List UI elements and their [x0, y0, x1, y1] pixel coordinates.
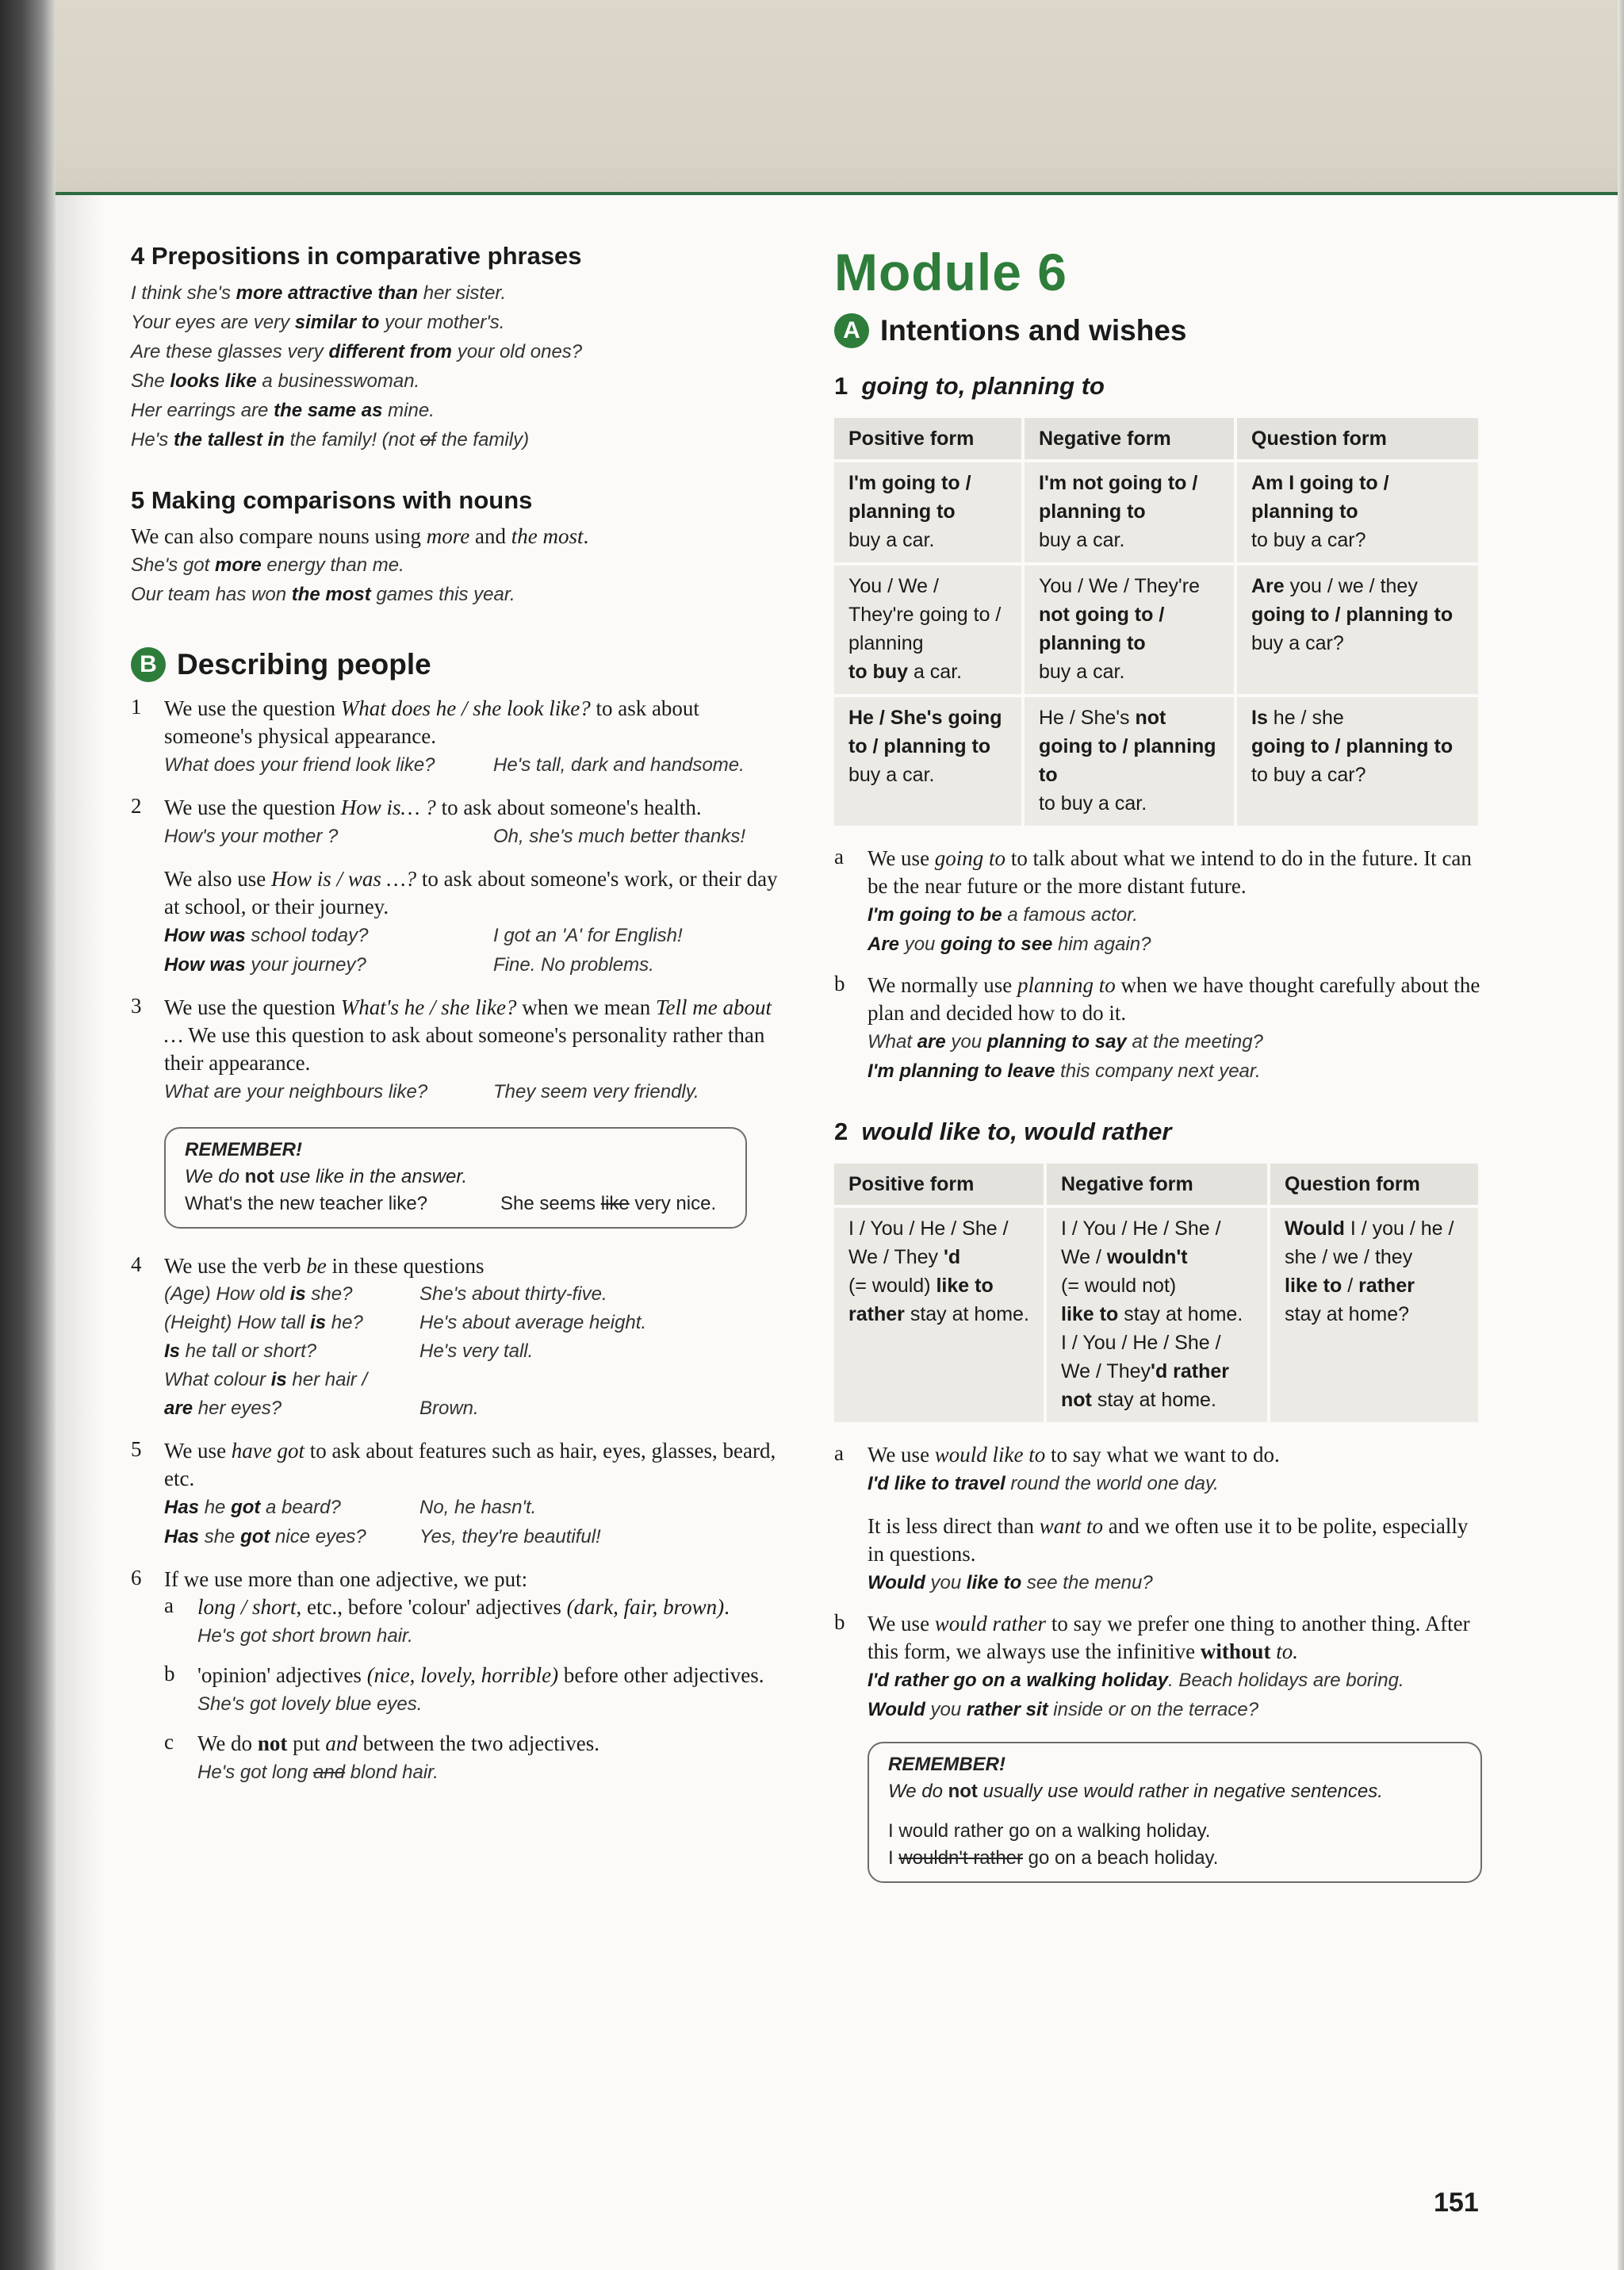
example-line: Our team has won the most games this year.: [131, 584, 515, 605]
example-line: Are these glasses very different from your old ones?: [131, 341, 583, 362]
list-item: b We use would rather to say we prefer one thing to another thing. After this form, we always use the infinitive without to. I'd rather go on a walking holiday. Beach holidays are boring. Would you rather sit inside or on the terrace?: [834, 1610, 1470, 1720]
section-a-badge: A: [834, 313, 869, 348]
remember-example: What's the new teacher like? She seems like very nice.: [185, 1193, 717, 1214]
sub-item: a long / short, etc., before 'colour' adjectives (dark, fair, brown). He's got short brown hair.: [164, 1593, 730, 1647]
table-cell: I / You / He / She / We / wouldn't (= would not) like to stay at home. I / You / He / She / We / They'd rather not stay at home.: [1047, 1208, 1267, 1422]
sub-item: b 'opinion' adjectives (nice, lovely, horrible) before other adjectives. She's got lovely blue eyes.: [164, 1662, 764, 1715]
module-title: Module 6: [834, 243, 1068, 301]
table-cell: I'm going to / planning to buy a car.: [834, 462, 1021, 562]
example-line: Your eyes are very similar to your mother's.: [131, 312, 505, 333]
table-cell: I / You / He / She / We / They 'd (= would) like to rather stay at home.: [834, 1208, 1044, 1422]
subsection-2: [834, 1118, 1484, 1883]
column-header: Positive form: [834, 1164, 1044, 1205]
section-5-examples: [131, 550, 789, 609]
column-header: Negative form: [1025, 418, 1234, 459]
column-header: Question form: [1237, 418, 1478, 459]
list-item: a We use going to to talk about what we intend to do in the future. It can be the near future or the more distant future. I'm going to be a famous actor. Are you going to see him again?: [834, 845, 1472, 955]
column-header: Positive form: [834, 418, 1021, 459]
book-spine: [0, 0, 56, 2270]
example-line: He's the tallest in the family! (not of the family): [131, 429, 530, 451]
right-column: [834, 242, 1484, 1883]
section-4: [131, 242, 789, 454]
column-header: Negative form: [1047, 1164, 1267, 1205]
section-5-title: 5 Making comparisons with nouns: [131, 486, 533, 514]
list-item: b We normally use planning to when we have thought carefully about the plan and decided how to do it. What are you planning to say at the meeting? I'm planning to leave this company next year.: [834, 972, 1480, 1082]
example-line: I think she's more attractive than her sister.: [131, 282, 507, 304]
table-cell: I'm not going to / planning to buy a car.: [1025, 462, 1234, 562]
section-b-title: Describing people: [177, 648, 431, 681]
example-line: She's got more energy than me.: [131, 554, 404, 576]
left-column: [131, 242, 789, 1801]
table-row: [834, 1208, 1478, 1422]
going-to-table: [831, 415, 1481, 829]
remember-title: REMEMBER!: [185, 1139, 302, 1160]
table-cell: He / She's going to / planning to buy a car.: [834, 697, 1021, 826]
page-edge: [1618, 0, 1624, 2270]
subsection-1-title: 1 going to, planning to: [834, 372, 1105, 400]
table-cell: Are you / we / they going to / planning to buy a car?: [1237, 566, 1478, 694]
list-item: 1 We use the question What does he / she look like? to ask about someone's physical appearance. What does your friend look like? He's tall, dark and handsome.: [131, 695, 745, 776]
remember-line: We do not use like in the answer.: [185, 1166, 468, 1187]
list-item: a We use would like to to say what we want to do. I'd like to travel round the world one day. It is less direct than want to and we often use it to be polite, especially in questions. Would you like to see the menu?: [834, 1441, 1469, 1593]
table-row: [834, 566, 1478, 694]
section-5: [131, 486, 789, 609]
section-b-heading: [131, 647, 789, 682]
table-cell: He / She's not going to / planning to to buy a car.: [1025, 697, 1234, 826]
list-item: 2 We use the question How is… ? to ask about someone's health. How's your mother ? Oh, she's much better thanks! We also use How is / was …? to ask about someone's work, or their day at school, or their journey. How was school today? I got an 'A' for English! How was your journey? Fine. No problems.: [131, 794, 778, 976]
table-row: [834, 697, 1478, 826]
subsection-1: [834, 372, 1484, 1086]
section-4-title: 4 Prepositions in comparative phrases: [131, 242, 582, 270]
would-like-table: [831, 1160, 1481, 1425]
remember-example: I wouldn't rather go on a beach holiday.: [888, 1847, 1219, 1869]
column-header: Question form: [1270, 1164, 1478, 1205]
header-rule: [0, 192, 1618, 195]
table-cell: You / We / They're not going to / planning to buy a car.: [1025, 566, 1234, 694]
section-b: [131, 647, 789, 1787]
table-cell: Am I going to / planning to to buy a car?: [1237, 462, 1478, 562]
table-row: [834, 462, 1478, 562]
spine-shadow: [56, 195, 103, 2270]
section-b-badge: B: [131, 647, 166, 682]
remember-box: [868, 1742, 1482, 1883]
remember-title: REMEMBER!: [888, 1754, 1005, 1775]
remember-box: [164, 1127, 747, 1229]
section-5-body: We can also compare nouns using more and the most.: [131, 524, 589, 548]
page-number: 151: [1434, 2188, 1479, 2218]
header-banner: [0, 0, 1624, 195]
section-a-title: Intentions and wishes: [880, 314, 1187, 347]
list-item: 4 We use the verb be in these questions (Age) How old is she? She's about thirty-five. (Height) How tall is he? He's about average height. Is he tall or short? He's very tall. What colour is her hair / are her eyes? Brown.: [131, 1252, 647, 1419]
example-line: She looks like a businesswoman.: [131, 370, 420, 392]
subsection-2-title: 2 would like to, would rather: [834, 1118, 1172, 1145]
list-item: 3 We use the question What's he / she like? when we mean Tell me about … We use this question to ask about someone's personality rather than their appearance. What are your neighbours like? They seem very friendly.: [131, 994, 772, 1102]
list-item: 5 We use have got to ask about features such as hair, eyes, glasses, beard, etc. Has he got a beard? No, he hasn't. Has she got nice eyes? Yes, they're beautiful!: [131, 1437, 776, 1547]
example-line: Her earrings are the same as mine.: [131, 400, 435, 421]
table-cell: Would I / you / he / she / we / they like to / rather stay at home?: [1270, 1208, 1478, 1422]
table-cell: Is he / she going to / planning to to buy a car?: [1237, 697, 1478, 826]
list-item: 6 If we use more than one adjective, we put: a long / short, etc., before 'colour' adjectives (dark, fair, brown). He's got short brown hair. b 'opinion' adjectives (nice, lovely, horrible) before other adjectives. She's got lovely blue eyes. c We do not put and between the two adjectives. He's got long and blond hair.: [131, 1566, 789, 1787]
remember-line: We do not usually use would rather in negative sentences.: [888, 1781, 1383, 1802]
section-4-examples: [131, 278, 789, 454]
sub-item: c We do not put and between the two adjectives. He's got long and blond hair.: [164, 1730, 599, 1783]
section-a-heading: [834, 313, 1484, 348]
table-cell: You / We / They're going to / planning to buy a car.: [834, 566, 1021, 694]
remember-example: I would rather go on a walking holiday.: [888, 1820, 1211, 1842]
